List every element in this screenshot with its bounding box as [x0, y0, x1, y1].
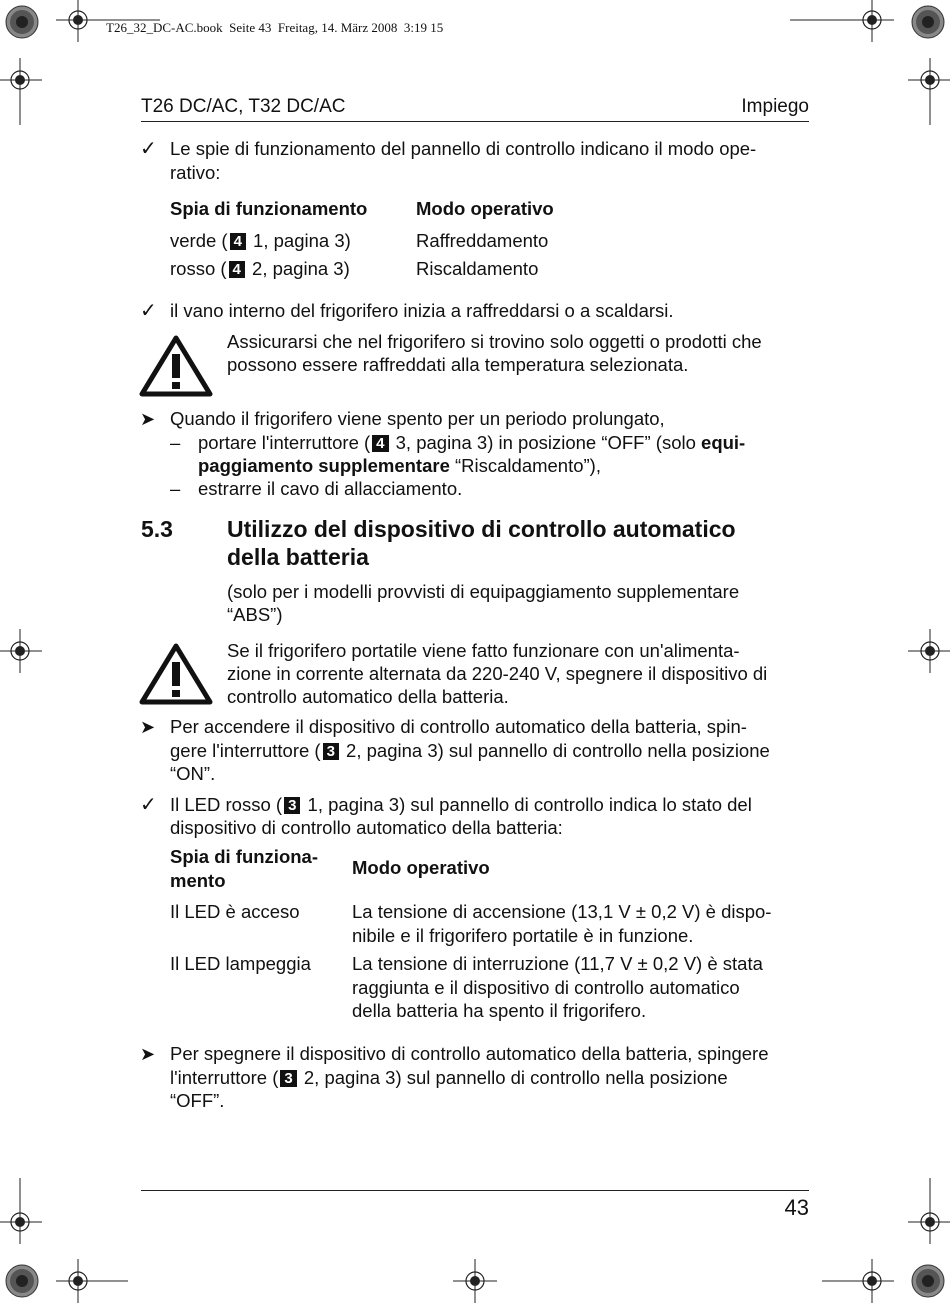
- section-note-line2: “ABS”): [227, 604, 283, 625]
- warning2-line1: Se il frigorifero portatile viene fatto funzionare con un'alimenta-: [227, 640, 740, 661]
- table2-row-desc-line3: della batteria ha spento il frigorifero.: [352, 1000, 647, 1021]
- check3-line1: Il LED rosso ( 3 1, pagina 3) sul pannello di controllo indica lo stato del: [170, 794, 752, 815]
- check-icon: ✓: [140, 794, 157, 816]
- table1-col1-header: Spia di funzionamento: [170, 198, 368, 219]
- table2-col1-header-line1: Spia di funziona-: [170, 846, 318, 867]
- table2-row-desc-line2: nibile e il frigorifero portatile è in funzione.: [352, 925, 694, 946]
- step1-sub1-line2: paggiamento supplementare “Riscaldamento”),: [198, 455, 601, 476]
- figure-ref-badge: 4: [230, 233, 246, 250]
- footer-rule: [141, 1190, 809, 1191]
- figure-ref-badge: 4: [372, 435, 388, 452]
- check-icon: ✓: [140, 138, 157, 160]
- section-number: 5.3: [141, 516, 173, 542]
- header-title: T26 DC/AC, T32 DC/AC: [141, 96, 346, 117]
- check3-line2: dispositivo di controllo automatico della batteria:: [170, 817, 563, 838]
- table2-col2-header: Modo operativo: [352, 857, 490, 878]
- figure-ref-badge: 3: [284, 797, 300, 814]
- step2-line2: gere l'interruttore ( 3 2, pagina 3) sul pannello di controllo nella posizione: [170, 740, 770, 761]
- arrow-icon: ➤: [140, 717, 156, 737]
- figure-ref-badge: 3: [280, 1070, 296, 1087]
- table1-row-mode: Riscaldamento: [416, 258, 539, 279]
- step1-sub1-line1: portare l'interruttore ( 4 3, pagina 3) in posizione “OFF” (solo equi-: [198, 432, 746, 453]
- page-number: 43: [784, 1195, 809, 1220]
- warning2-line2: zione in corrente alternata da 220-240 V, spegnere il dispositivo di: [227, 663, 768, 684]
- table2-row-label: Il LED è acceso: [170, 901, 300, 922]
- table1-row-label: rosso ( 4 2, pagina 3): [170, 258, 350, 279]
- table2-row-label: Il LED lampeggia: [170, 953, 311, 974]
- figure-ref-badge: 4: [229, 261, 245, 278]
- warning2-line3: controllo automatico della batteria.: [227, 686, 509, 707]
- check2-text: il vano interno del frigorifero inizia a raffreddarsi o a scaldarsi.: [170, 300, 674, 321]
- step1-text: Quando il frigorifero viene spento per un periodo prolungato,: [170, 408, 665, 429]
- header-section: Impiego: [741, 96, 809, 117]
- section-title-line1: Utilizzo del dispositivo di controllo automatico: [227, 516, 736, 542]
- step2-line1: Per accendere il dispositivo di controllo automatico della batteria, spin-: [170, 716, 747, 737]
- dash-bullet: –: [170, 432, 181, 453]
- check-icon: ✓: [140, 300, 157, 322]
- table2-col1-header-line2: mento: [170, 870, 226, 891]
- step1-sub2: estrarre il cavo di allacciamento.: [198, 478, 463, 499]
- warning1-line2: possono essere raffreddati alla temperatura selezionata.: [227, 354, 689, 375]
- figure-ref-badge: 3: [323, 743, 339, 760]
- section-note-line1: (solo per i modelli provvisti di equipaggiamento supplementare: [227, 581, 740, 602]
- warning-icon: [139, 334, 213, 398]
- step3-line1: Per spegnere il dispositivo di controllo automatico della batteria, spingere: [170, 1043, 769, 1064]
- print-info: T26_32_DC-AC.book Seite 43 Freitag, 14. März 2008 3:19 15: [106, 20, 444, 35]
- check1-line2: rativo:: [170, 162, 221, 183]
- check1-line1: Le spie di funzionamento del pannello di controllo indicano il modo ope-: [170, 138, 757, 159]
- dash-bullet: –: [170, 478, 181, 499]
- step3-line3: “OFF”.: [170, 1090, 225, 1111]
- warning-icon: [139, 642, 213, 706]
- step2-line3: “ON”.: [170, 763, 216, 784]
- arrow-icon: ➤: [140, 1044, 156, 1064]
- header-rule: [141, 121, 809, 122]
- table2-row-desc-line2: raggiunta e il dispositivo di controllo automatico: [352, 977, 740, 998]
- table2-row-desc-line1: La tensione di accensione (13,1 V ± 0,2 V) è dispo-: [352, 901, 772, 922]
- table1-row-mode: Raffreddamento: [416, 230, 549, 251]
- section-title-line2: della batteria: [227, 544, 369, 570]
- arrow-icon: ➤: [140, 409, 156, 429]
- table1-row-label: verde ( 4 1, pagina 3): [170, 230, 351, 251]
- table1-col2-header: Modo operativo: [416, 198, 554, 219]
- step3-line2: l'interruttore ( 3 2, pagina 3) sul pannello di controllo nella posizione: [170, 1067, 728, 1088]
- warning1-line1: Assicurarsi che nel frigorifero si trovino solo oggetti o prodotti che: [227, 331, 762, 352]
- table2-row-desc-line1: La tensione di interruzione (11,7 V ± 0,2 V) è stata: [352, 953, 763, 974]
